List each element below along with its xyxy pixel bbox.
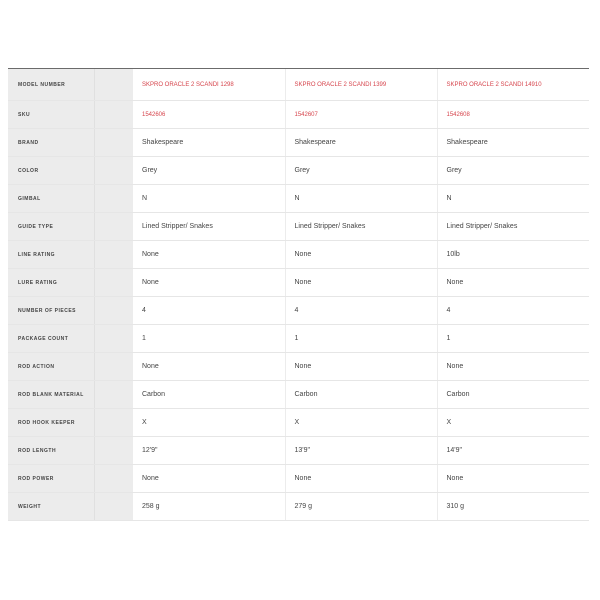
row-label: GUIDE TYPE — [8, 213, 95, 241]
row-label: ROD LENGTH — [8, 437, 95, 465]
label-spacer — [95, 185, 134, 213]
spec-cell: Shakespeare — [285, 129, 437, 157]
label-spacer — [95, 493, 134, 521]
spec-row-gimbal — [8, 185, 589, 213]
spec-cell: None — [285, 465, 437, 493]
spec-row-rod-action — [8, 353, 589, 381]
spec-cell: 310 g — [437, 493, 589, 521]
spec-cell: 13'9" — [285, 437, 437, 465]
spec-row-rod-power — [8, 465, 589, 493]
spec-row-brand — [8, 129, 589, 157]
label-spacer — [95, 241, 134, 269]
row-label: COLOR — [8, 157, 95, 185]
spec-cell: 279 g — [285, 493, 437, 521]
spec-cell: Grey — [133, 157, 285, 185]
spec-cell: Lined Stripper/ Snakes — [285, 213, 437, 241]
spec-row-blank-material — [8, 381, 589, 409]
spec-cell: 1 — [133, 325, 285, 353]
row-label: SKU — [8, 101, 95, 129]
spec-row-model — [8, 69, 589, 101]
spec-row-pieces — [8, 297, 589, 325]
spec-cell: Grey — [437, 157, 589, 185]
label-spacer — [95, 213, 134, 241]
spec-cell: Carbon — [437, 381, 589, 409]
label-spacer — [95, 101, 134, 129]
spec-cell: 1542608 — [437, 101, 589, 129]
row-label: ROD POWER — [8, 465, 95, 493]
spec-cell: SKPRO ORACLE 2 SCANDI 14910 — [437, 69, 589, 101]
spec-cell: Lined Stripper/ Snakes — [133, 213, 285, 241]
label-spacer — [95, 465, 134, 493]
row-label: BRAND — [8, 129, 95, 157]
spec-cell: 1 — [285, 325, 437, 353]
spec-table — [8, 69, 589, 521]
spec-cell: None — [437, 465, 589, 493]
spec-cell: None — [285, 241, 437, 269]
spec-cell: 14'9" — [437, 437, 589, 465]
spec-cell: N — [285, 185, 437, 213]
spec-row-color — [8, 157, 589, 185]
row-label: PACKAGE COUNT — [8, 325, 95, 353]
label-spacer — [95, 437, 134, 465]
spec-cell: 10lb — [437, 241, 589, 269]
spec-cell: SKPRO ORACLE 2 SCANDI 1399 — [285, 69, 437, 101]
row-label: LURE RATING — [8, 269, 95, 297]
spec-cell: Carbon — [285, 381, 437, 409]
label-spacer — [95, 353, 134, 381]
spec-row-weight — [8, 493, 589, 521]
label-spacer — [95, 269, 134, 297]
row-label: ROD HOOK KEEPER — [8, 409, 95, 437]
spec-cell: N — [133, 185, 285, 213]
row-label: WEIGHT — [8, 493, 95, 521]
spec-cell: None — [133, 465, 285, 493]
spec-cell: X — [285, 409, 437, 437]
spec-cell: 258 g — [133, 493, 285, 521]
label-spacer — [95, 381, 134, 409]
spec-cell: X — [437, 409, 589, 437]
label-spacer — [95, 129, 134, 157]
spec-cell: 12'9" — [133, 437, 285, 465]
spec-cell: None — [133, 353, 285, 381]
spec-cell: Carbon — [133, 381, 285, 409]
spec-row-sku — [8, 101, 589, 129]
spec-row-rod-length — [8, 437, 589, 465]
label-spacer — [95, 69, 134, 101]
spec-row-hook-keeper — [8, 409, 589, 437]
spec-cell: 1 — [437, 325, 589, 353]
label-spacer — [95, 297, 134, 325]
spec-cell: SKPRO ORACLE 2 SCANDI 1298 — [133, 69, 285, 101]
label-spacer — [95, 157, 134, 185]
row-label: LINE RATING — [8, 241, 95, 269]
spec-cell: 4 — [437, 297, 589, 325]
spec-cell: None — [437, 353, 589, 381]
spec-cell: Grey — [285, 157, 437, 185]
spec-cell: Lined Stripper/ Snakes — [437, 213, 589, 241]
row-label: ROD BLANK MATERIAL — [8, 381, 95, 409]
label-spacer — [95, 409, 134, 437]
spec-cell: 4 — [285, 297, 437, 325]
spec-row-package-count — [8, 325, 589, 353]
spec-cell: 1542606 — [133, 101, 285, 129]
spec-cell: None — [285, 269, 437, 297]
spec-cell: None — [285, 353, 437, 381]
spec-row-line-rating — [8, 241, 589, 269]
spec-cell: Shakespeare — [437, 129, 589, 157]
spec-cell: N — [437, 185, 589, 213]
spec-cell: None — [133, 269, 285, 297]
spec-row-guide-type — [8, 213, 589, 241]
row-label: GIMBAL — [8, 185, 95, 213]
label-spacer — [95, 325, 134, 353]
row-label: MODEL NUMBER — [8, 69, 95, 101]
row-label: ROD ACTION — [8, 353, 95, 381]
spec-cell: None — [133, 241, 285, 269]
spec-cell: X — [133, 409, 285, 437]
row-label: NUMBER OF PIECES — [8, 297, 95, 325]
spec-row-lure-rating — [8, 269, 589, 297]
spec-table-container — [8, 68, 589, 521]
spec-cell: 1542607 — [285, 101, 437, 129]
spec-cell: Shakespeare — [133, 129, 285, 157]
spec-cell: 4 — [133, 297, 285, 325]
spec-cell: None — [437, 269, 589, 297]
